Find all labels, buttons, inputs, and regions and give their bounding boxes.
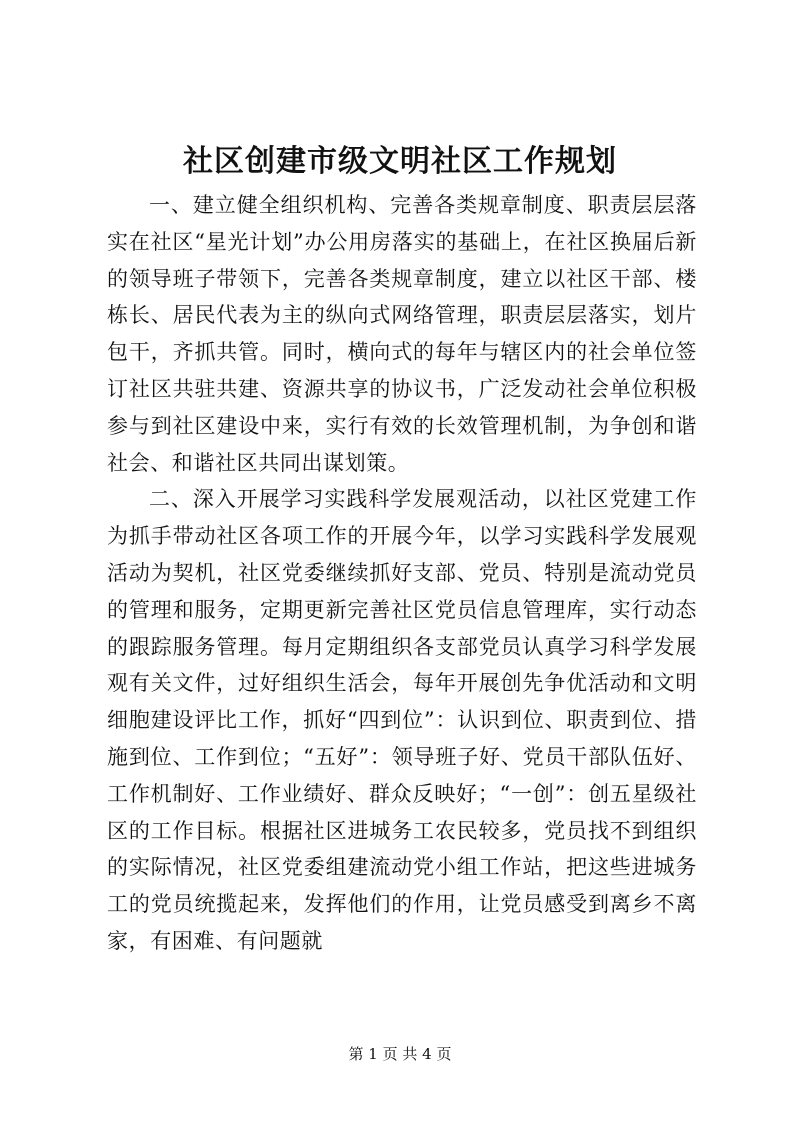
page-number-footer: 第 1 页 共 4 页 — [348, 1045, 452, 1063]
page-title: 社区创建市级文明社区工作规划 — [183, 144, 617, 179]
paragraph-1: 一、建立健全组织机构、完善各类规章制度、职责层层落实在社区“星光计划”办公用房落实的基础上，在社区换届后新的领导班子带领下，完善各类规章制度，建立以社区干部、楼栋长、居民代表为主的纵向式网络管理，职责层层落实，划片包干，齐抓共管。同时，横向式的每年与辖区内的社会单位签订社区共驻共建、资源共享的协议书，广泛发动社会单位积极参与到社区建设中来，实行有效的长效管理机制，为争创和谐社会、和谐社区共同出谋划策。 — [107, 193, 697, 475]
document-body — [107, 187, 697, 960]
paragraph-2: 二、深入开展学习实践科学发展观活动，以社区党建工作为抓手带动社区各项工作的开展今年，以学习实践科学发展观活动为契机，社区党委继续抓好支部、党员、特别是流动党员的管理和服务，定期更新完善社区党员信息管理库，实行动态的跟踪服务管理。每月定期组织各支部党员认真学习科学发展观有关文件，过好组织生活会，每年开展创先争优活动和文明细胞建设评比工作，抓好“四到位”：认识到位、职责到位、措施到位、工作到位；“五好”：领导班子好、党员干部队伍好、工作机制好、工作业绩好、群众反映好；“一创”：创五星级社区的工作目标。根据社区进城务工农民较多，党员找不到组织的实际情况，社区党委组建流动党小组工作站，把这些进城务工的党员统揽起来，发挥他们的作用，让党员感受到离乡不离家，有困难、有问题就 — [107, 487, 697, 953]
